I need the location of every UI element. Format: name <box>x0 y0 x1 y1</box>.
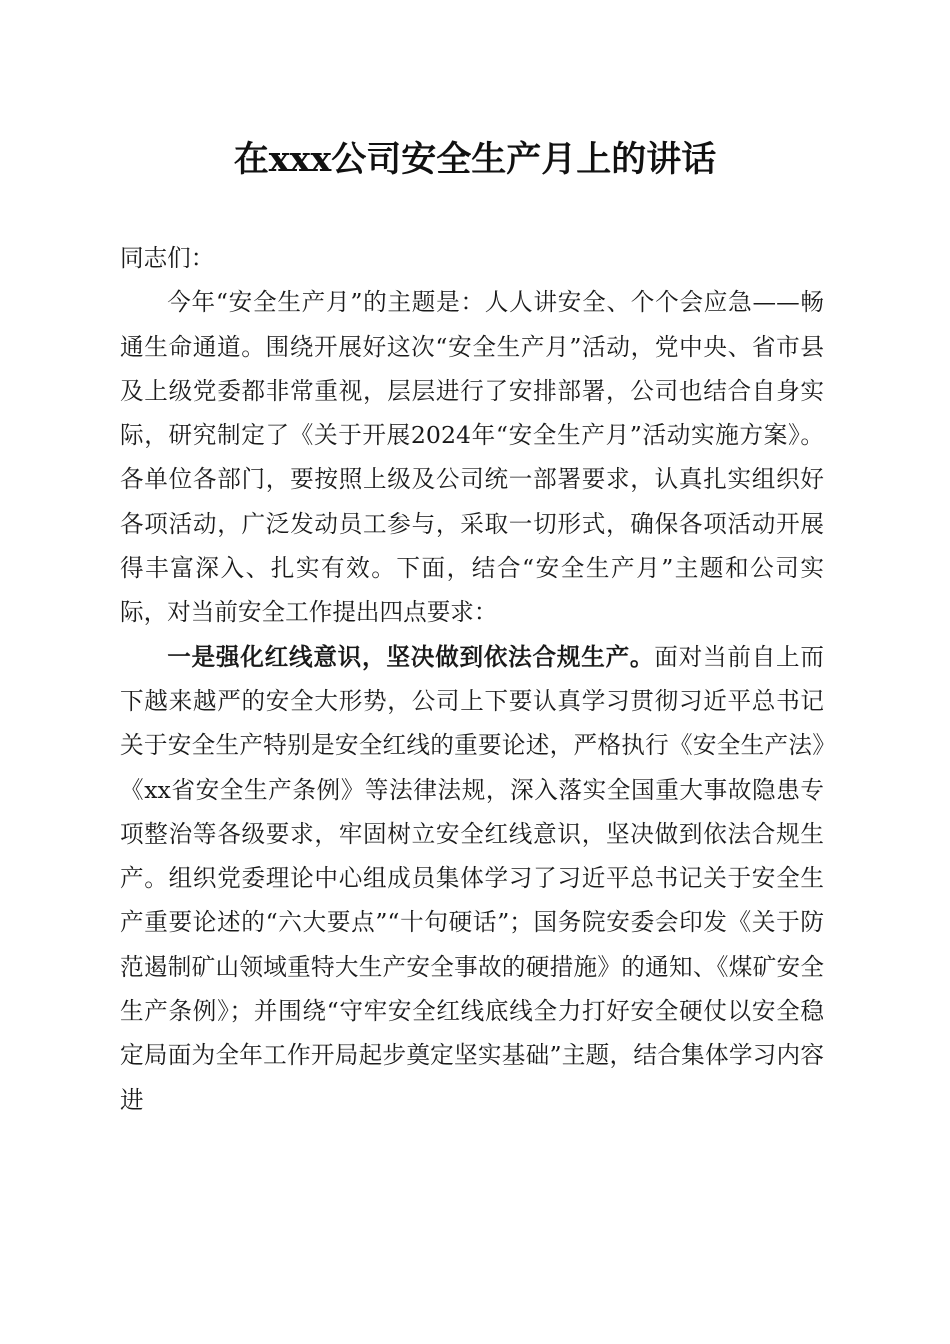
point-one-body: 面对当前自上而下越来越严的安全大形势，公司上下要认真学习贯彻习近平总书记关于安全生产特别是安全红线的重要论述，严格执行《安全生产法》《xx省安全生产条例》等法律法规，深入落实全国重大事故隐患专项整治等各级要求，牢固树立安全红线意识，坚决做到依法合规生产。组织党委理论中心组成员集体学习了习近平总书记关于安全生产重要论述的“六大要点”“十句硬话”；国务院安委会印发《关于防范遏制矿山领域重特大生产安全事故的硬措施》的通知、《煤矿安全生产条例》；并围绕“守牢安全红线底线全力打好安全硬仗以安全稳定局面为全年工作开局起步奠定坚实基础”主题，结合集体学习内容进 <box>120 642 825 1114</box>
point-one-paragraph <box>120 635 824 1122</box>
point-one-lead: 一是强化红线意识，坚决做到依法合规生产。 <box>167 642 655 671</box>
document-body <box>120 236 824 1122</box>
salutation: 同志们： <box>120 244 215 272</box>
intro-paragraph: 今年“安全生产月”的主题是：人人讲安全、个个会应急——畅通生命通道。围绕开展好这次“安全生产月”活动，党中央、省市县及上级党委都非常重视，层层进行了安排部署，公司也结合自身实际，研究制定了《关于开展2024年“安全生产月”活动实施方案》。各单位各部门，要按照上级及公司统一部署要求，认真扎实组织好各项活动，广泛发动员工参与，采取一切形式，确保各项活动开展得丰富深入、扎实有效。下面，结合“安全生产月”主题和公司实际，对当前安全工作提出四点要求： <box>120 288 824 627</box>
document-title: 在xxx公司安全生产月上的讲话 <box>233 139 717 180</box>
